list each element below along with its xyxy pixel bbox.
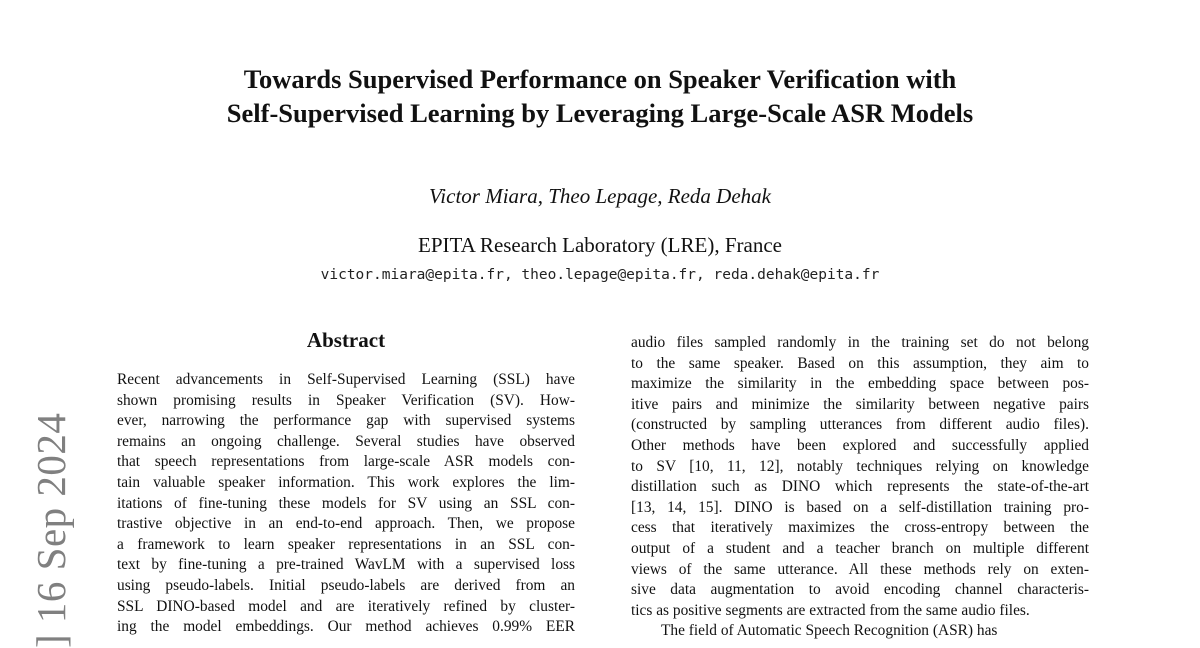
right-column-line: output of a student and a teacher branch on multiple different (631, 539, 1089, 557)
right-column-line: tics as positive segments are extracted from the same audio files. (631, 601, 1030, 619)
abstract-line: ever, narrowing the performance gap with supervised systems (117, 412, 575, 430)
abstract-line: ing the model embeddings. Our method achieves 0.99% EER (117, 618, 575, 636)
paper-emails: victor.miara@epita.fr, theo.lepage@epita.fr, reda.dehak@epita.fr (320, 267, 880, 283)
abstract-line: SSL DINO-based model and are iteratively refined by cluster- (117, 597, 575, 615)
abstract-line: using pseudo-labels. Initial pseudo-labels are derived from an (117, 576, 575, 594)
abstract-line: a framework to learn speaker representations in an SSL con- (117, 535, 575, 553)
right-column-line: sive data augmentation to avoid encoding channel characteris- (631, 581, 1089, 599)
right-text-column (631, 333, 1089, 642)
right-column-line: distillation such as DINO which represents the state-of-the-art (631, 478, 1089, 496)
right-column-line: cess that iteratively maximizes the cross-entropy between the (631, 519, 1089, 537)
abstract-line: remains an ongoing challenge. Several studies have observed (117, 432, 575, 450)
right-column-line: to SV [10, 11, 12], notably techniques relying on knowledge (631, 457, 1089, 475)
abstract-line: tain valuable speaker information. This work explores the lim- (117, 473, 575, 491)
abstract-heading: Abstract (306, 328, 386, 352)
right-column-line: itive pairs and minimize the similarity between negative pairs (631, 395, 1089, 413)
right-column-line: views of the same utterance. All these methods rely on exten- (631, 560, 1089, 578)
right-column-paragraph (631, 333, 1089, 621)
right-column-line: maximize the similarity in the embedding space between pos- (631, 375, 1089, 393)
abstract-line: trastive objective in an end-to-end approach. Then, we propose (117, 515, 575, 533)
right-column-line: (constructed by sampling utterances from different audio files). (631, 416, 1089, 434)
abstract-line: that speech representations from large-scale ASR models con- (117, 453, 575, 471)
abstract-line: Recent advancements in Self-Supervised Learning (SSL) have (117, 371, 575, 388)
paper-authors: Victor Miara, Theo Lepage, Reda Dehak (429, 184, 771, 208)
abstract-line: shown promising results in Speaker Verification (SV). How- (117, 391, 575, 409)
right-column-line: Other methods have been explored and successfully applied (631, 436, 1089, 454)
abstract-body (117, 370, 575, 638)
paper-title-line-1: Towards Supervised Performance on Speaker Verification with (243, 64, 957, 94)
arxiv-side-stamp: ] 16 Sep 2024 (28, 412, 74, 648)
paper-title (0, 62, 1200, 130)
abstract-line: text by fine-tuning a pre-trained WavLM with a supervised loss (117, 556, 575, 574)
abstract-column (117, 326, 575, 638)
paper-affiliation: EPITA Research Laboratory (LRE), France (418, 233, 782, 257)
paper-title-line-2: Self-Supervised Learning by Leveraging Large-Scale ASR Models (226, 98, 974, 128)
right-column-line: to the same speaker. Based on this assumption, they aim to (631, 354, 1089, 372)
right-column-line: [13, 14, 15]. DINO is based on a self-distillation training pro- (631, 498, 1089, 516)
right-column-line: audio files sampled randomly in the training set do not belong (631, 334, 1089, 351)
abstract-line: itations of fine-tuning these models for SV using an SSL con- (117, 494, 575, 512)
right-column-next-paragraph: The field of Automatic Speech Recognition (ASR) has (661, 622, 998, 640)
